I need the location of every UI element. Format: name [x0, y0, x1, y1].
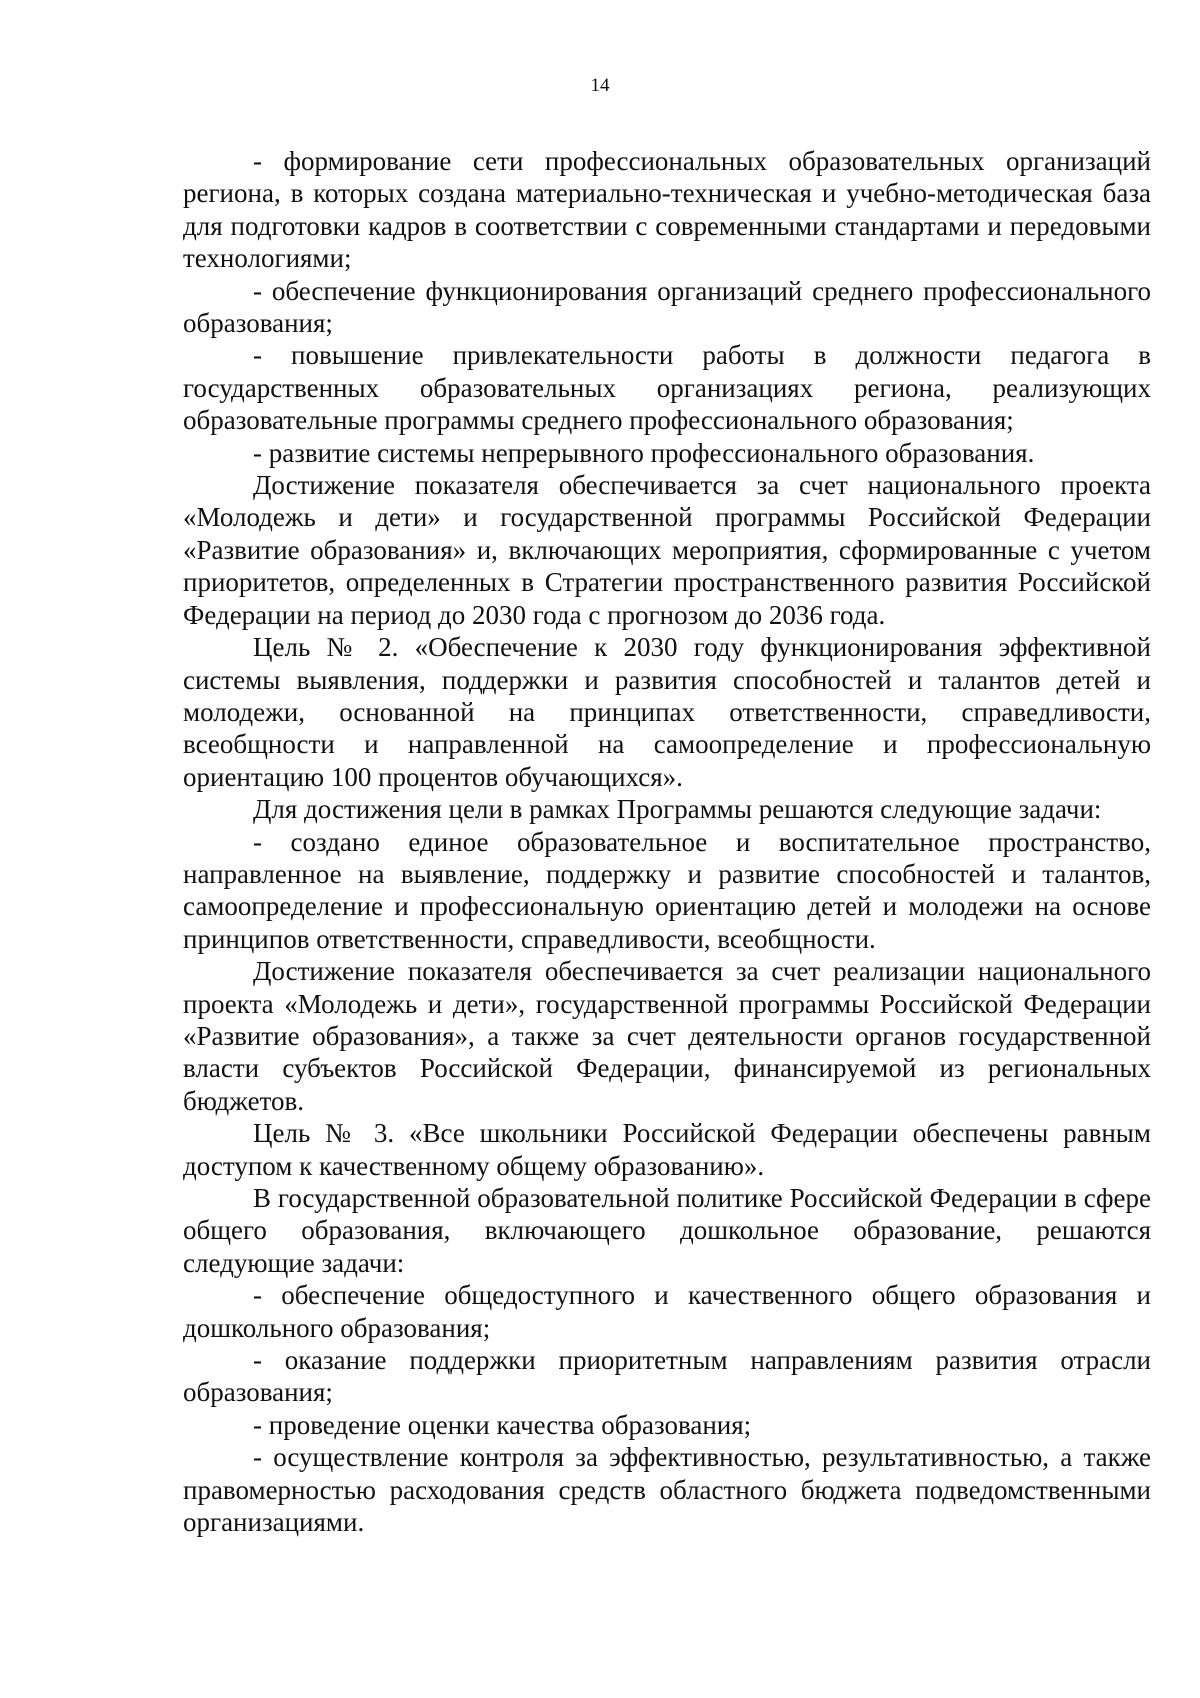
paragraph-14: - проведение оценки качества образования; — [253, 1409, 752, 1440]
paragraph-13: - оказание поддержки приоритетным направлениям развития отрасли образования; — [183, 1345, 1151, 1408]
paragraph-15: - осуществление контроля за эффективностью, результативностью, а также правомерностью расходования средств областного бюджета подведомственными организациями. — [183, 1442, 1151, 1538]
paragraph-8: - создано единое образовательное и воспитательное пространство, направленное на выявление, поддержку и развитие способностей и талантов, самоопределение и профессиональную ориентацию детей и молодежи на основе принципов ответственности, справедливости, всеобщности. — [183, 826, 1151, 954]
paragraph-1: - формирование сети профессиональных образовательных организаций региона, в которых создана материально-техническая и учебно-методическая база для подготовки кадров в соответствии с современными стандартами и передовыми технологиями; — [183, 146, 1151, 274]
page-number: 14 — [590, 75, 610, 96]
paragraph-12: - обеспечение общедоступного и качественного общего образования и дошкольного образования; — [183, 1280, 1151, 1343]
paragraph-4: - развитие системы непрерывного профессионального образования. — [253, 437, 1035, 468]
paragraph-3: - повышение привлекательности работы в должности педагога в государственных образовательных организациях региона, реализующих образовательные программы среднего профессионального образования; — [183, 340, 1151, 436]
paragraph-5: Достижение показателя обеспечивается за счет национального проекта «Молодежь и дети» и государственной программы Российской Федерации «Развитие образования» и, включающих мероприятия, сформированные с учетом приоритетов, определенных в Стратегии пространственного развития Российской Федерации на период до 2030 года с прогнозом до 2036 года. — [183, 470, 1151, 630]
paragraph-7: Для достижения цели в рамках Программы решаются следующие задачи: — [253, 794, 1102, 825]
paragraph-2: - обеспечение функционирования организаций среднего профессионального образования; — [183, 275, 1151, 339]
paragraph-10: Цель № 3. «Все школьники Российской Федерации обеспечены равным доступом к качественному общему образованию». — [183, 1118, 1151, 1181]
paragraph-9: Достижение показателя обеспечивается за счет реализации национального проекта «Молодежь и дети», государственной программы Российской Федерации «Развитие образования», а также за счет деятельности органов государственной власти субъектов Российской Федерации, финансируемой из региональных бюджетов. — [183, 956, 1151, 1116]
paragraph-11: В государственной образовательной политике Российской Федерации в сфере общего образования, включающего дошкольное образование, решаются следующие задачи: — [183, 1183, 1151, 1278]
paragraph-6: Цель № 2. «Обеспечение к 2030 году функционирования эффективной системы выявления, поддержки и развития способностей и талантов детей и молодежи, основанной на принципах ответственности, справедливости, всеобщности и направленной на самоопределение и профессиональную ориентацию 100 процентов обучающихся». — [183, 632, 1151, 792]
document-body — [183, 145, 1151, 1538]
